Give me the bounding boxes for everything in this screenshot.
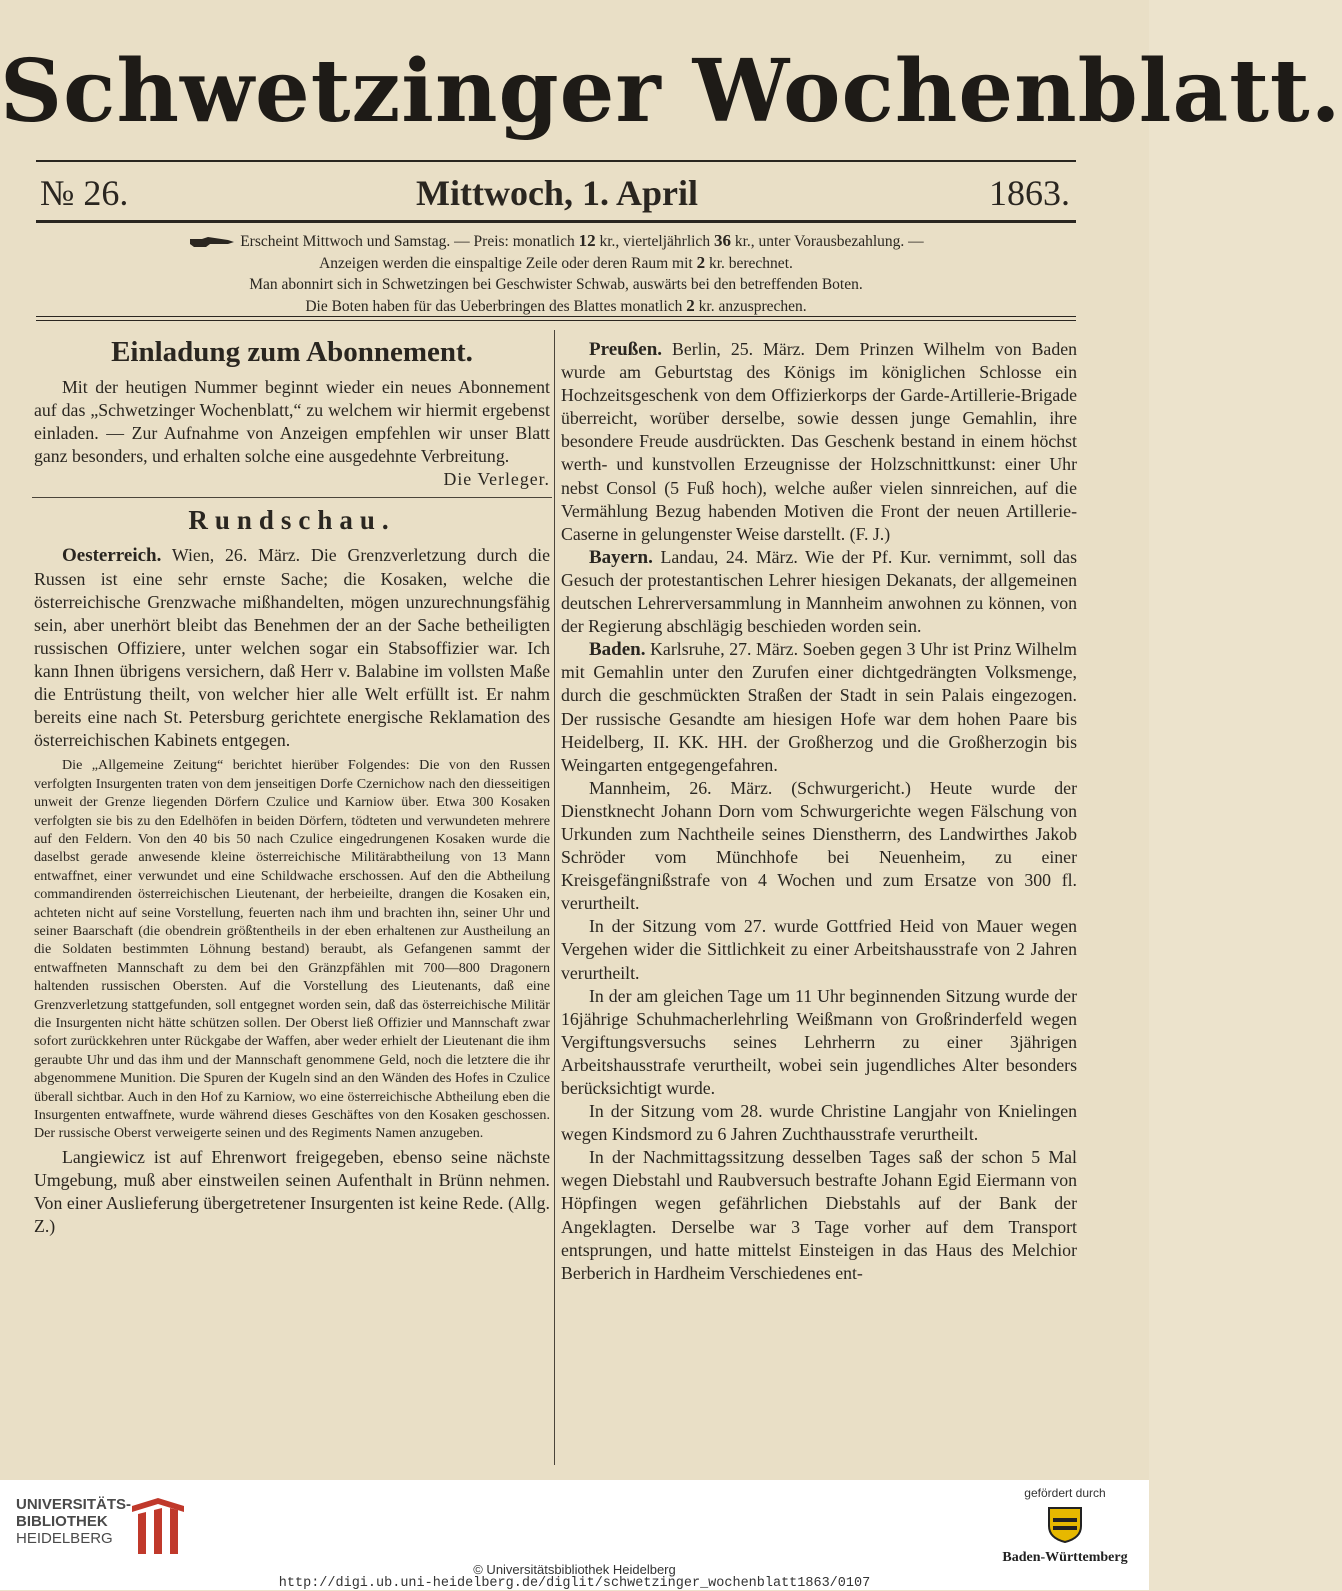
footer [0, 1480, 1149, 1590]
state-crest-icon [1045, 1504, 1085, 1544]
issue-number: № 26. [40, 173, 129, 213]
dateline [36, 172, 1076, 218]
pointing-hand-icon [188, 235, 236, 249]
source-url-link[interactable]: http://digi.ub.uni-heidelberg.de/diglit/schwetzinger_wochenblatt1863/0107 [278, 1576, 871, 1591]
sponsor-block [995, 1486, 1135, 1566]
dateline-rule [36, 220, 1076, 223]
article-langjahr: In der Sitzung vom 28. wurde Christine Langjahr von Knielingen wegen Kindsmord zu 6 Jahren Zuchthausstrafe verurtheilt. [561, 1101, 1077, 1145]
article-langiewicz: Langiewicz ist auf Ehrenwort freigegeben, ebenso seine nächste Umgebung, muß aber einstweilen seinen Aufenthalt in Brünn nehmen. Von einer Auslieferung übergetretener Insurgenten ist keine Rede. (Allg. Z.) [34, 1146, 550, 1237]
masthead-rule-top [36, 160, 1076, 162]
article-mannheim: Mannheim, 26. März. (Schwurgericht.) Heute wurde der Dienstknecht Johann Dorn vom Schwurgerichte wegen Fälschung von Urkunden zum Nachtheile seines Dienstherrn, des Landwirthes Jakob Schröder vom Münchhofe bei Neuenheim, zu einer Kreisgefängnißstrafe von 4 Wochen und zum Ersatze von 300 fl. verurtheilt. [561, 777, 1077, 914]
article-austria: Oesterreich. Wien, 26. März. Die Grenzverletzung durch die Russen ist eine sehr ernste Sache; die Kosaken, welche die österreichische Grenzwache mißhandelten, mögen unzurechnungsfähig sein, aber unerhört bleibt das Benehmen der an der Sache betheiligten russischen Offiziere, unter welchen sogar ein Stabsoffizier war. Ich kann Ihnen übrigens versichern, daß Herr v. Balabine im vollsten Maße die Entrüstung theilt, von welcher hier alle Welt erfüllt ist. Er nahm bereits eine nach St. Petersburg gerichtete energische Reklamation des österreichischen Kabinets entgegen. [34, 545, 550, 751]
info-line-2: Anzeigen werden die einspaltige Zeile oder deren Raum mit 2 kr. berechnet. [319, 253, 793, 272]
issue-year: 1863. [989, 173, 1070, 213]
article-eiermann: In der Nachmittagssitzung desselben Tages saß der schon 5 Mal wegen Diebstahl und Raubversuch bestrafte Johann Egid Eiermann von Höpfingen wegen gefährlichen Diebstahls auf der Bank der Angeklagten. Derselbe war 3 Tage vorher auf dem Transport entsprungen, und hatte mittelst Einsteigen in das Haus des Melchior Berberich in Hardheim Verschiedenes ent- [561, 1147, 1077, 1283]
invitation-text: Mit der heutigen Nummer beginnt wieder ein neues Abonnement auf das „Schwetzinger Wochenblatt,“ zu welchem wir hiermit ergebenst einladen. — Zur Aufnahme von Anzeigen empfehlen wir unser Blatt ganz besonders, und erhalten solche eine ausgedehnte Verbreitung. Die Verleger. [34, 376, 550, 468]
invitation-signature: Die Verleger. [443, 469, 550, 490]
info-line-3: Man abonnirt sich in Schwetzingen bei Geschwister Schwab, auswärts bei den betreffenden Boten. [249, 276, 863, 293]
issue-date: Mittwoch, 1. April [416, 173, 698, 213]
section-label-austria: Oesterreich. [62, 545, 162, 567]
invitation-heading: Einladung zum Abonnement. [111, 336, 473, 368]
masthead-title: Schwetzinger Wochenblatt. [0, 41, 1342, 142]
copyright-text: © Universitätsbibliothek Heidelberg [473, 1562, 676, 1577]
article-austria-report: Die „Allgemeine Zeitung“ berichtet hierüber Folgendes: Die von den Russen verfolgten Insurgenten traten von dem jenseitigen Dorfe Czernichow nach den diesseitigen unweit der Grenze liegenden Dörfern Czulice und Karniow über. Etwa 300 Kosaken verfolgten sie bis zu den Edelhöfen in beiden Dörfern, tödteten und verwundeten mehrere auf den Feldern. Von den 40 bis 50 nach Czulice eingedrungenen Kosaken wurde die daselbst gerade anwesende kleine österreichische Militärabtheilung von 13 Mann entwaffnet, einer verwundet und eine Schildwache erschossen. Auf den die Abtheilung commandirenden österreichischen Lieutenant, der herbeieilte, drangen die Kosaken ein, achteten nicht auf seine Vorstellung, feuerten nach ihm und brachten ihn, seiner Uhr und seiner Baarschaft (die obendrein größtentheils in der eben erhaltenen zur Austheilung an die Soldaten bestimmten Löhnung bestand) beraubt, als Gefangenen sammt der entwaffneten Mannschaft zu dem bei den Gränzpfählen mit 700—800 Dragonern haltenden russischen Obersten. Auf die Vorstellung des Lieutenants, daß eine Grenzverletzung stattgefunden, soll entgegnet worden sein, daß das österreichische Militär die Insurgenten nicht hätte schützen sollen. Der Oberst ließ Offizier und Mannschaft zwar sofort zurückkehren unter Rückgabe der Waffen, aber weder erhielt der Lieutenant die ihm geraubte Uhr und das ihm und der Mannschaft genommene Geld, noch die letztere die ihr abgenommene Munition. Die Spuren der Kugeln sind an den Wänden des Hofes in Czulice überall sichtbar. Auch in den Hof zu Karniow, wo eine österreichische Abtheilung eben die Insurgenten entwaffnete, wurde während dieses Geschäftes von den Kosaken geschossen. Der russische Oberst verweigerte seinen und des Regiments Namen anzugeben. [34, 757, 550, 1142]
sponsor-label: gefördert durch [1024, 1486, 1106, 1500]
library-mark-icon [128, 1496, 188, 1556]
section-label-prussia: Preußen. [589, 339, 663, 360]
column-divider [554, 330, 555, 1465]
info-rule-1 [36, 316, 1076, 317]
rundschau-heading: Rundschau. [188, 505, 396, 536]
subscription-info [36, 230, 1076, 317]
article-heid: In der Sitzung vom 27. wurde Gottfried Heid von Mauer wegen Vergehen wider die Sittlichkeit zu einer Arbeitshausstrafe von 2 Jahren verurtheilt. [561, 916, 1077, 983]
article-weissmann: In der am gleichen Tage um 11 Uhr beginnenden Sitzung wurde der 16jährige Schuhmacherlehrling Weißmann von Großrinderfeld wegen Vergiftungsversuchs seines Lehrherrn zu einer 3jährigen Arbeitshausstrafe verurtheilt, wobei sein jugendliches Alter besonders berücksichtigt wurde. [561, 985, 1077, 1098]
section-label-bavaria: Bayern. [589, 546, 653, 568]
article-bavaria: Bayern. Landau, 24. März. Wie der Pf. Kur. vernimmt, soll das Gesuch der protestantischen Lehrer hiesigen Dekanats, der allgemeinen deutschen Lehrerversammlung in Mannheim anwohnen zu können, von der Regierung abschlägig beschieden worden sein. [561, 546, 1077, 637]
article-prussia: Preußen. Berlin, 25. März. Dem Prinzen Wilhelm von Baden wurde am Geburtstag des Königs im königlichen Schlosse ein Hochzeitsgeschenk von dem Offizierkorps der Garde-Artillerie-Brigade überreicht, worüber derselbe, sowie dessen junge Gemahlin, ihre besondere Freude ausdrückten. Das Geschenk bestand in einem höchst werth- und kunstvollen Erzeugnisse der Holzschnittkunst: einer Uhr nebst Consol (5 Fuß hoch), welche außer vielen sinnreichen, auf die Vermählung Bezug habenden Motiven die Front der neuen Artillerie-Caserne in gelungenster Weise darstellt. (F. J.) [561, 339, 1077, 544]
section-label-baden: Baden. [589, 639, 646, 661]
info-line-4: Die Boten haben für das Ueberbringen des Blattes monatlich 2 kr. anzusprechen. [305, 296, 807, 315]
sponsor-name: Baden-Württemberg [1002, 1550, 1128, 1565]
info-line-1: Erscheint Mittwoch und Samstag. — Preis: monatlich 12 kr., vierteljährlich 36 kr., unter Vorausbezahlung. — [36, 230, 1076, 252]
column-left [34, 330, 550, 1238]
column-right [561, 338, 1077, 1285]
library-logo: UNIVERSITÄTS- BIBLIOTHEK HEIDELBERG [16, 1496, 186, 1558]
info-rule-2 [36, 320, 1076, 321]
article-baden: Baden. Karlsruhe, 27. März. Soeben gegen 3 Uhr ist Prinz Wilhelm mit Gemahlin unter den Zurufen einer dichtgedrängten Volksmenge, durch die geschmückten Straßen der Stadt in sein Palais eingezogen. Der russische Gesandte am hiesigen Hofe war dem hohen Paare bis Heidelberg, II. KK. HH. der Großherzog und die Großherzogin bis Weingarten entgegengefahren. [561, 639, 1077, 775]
